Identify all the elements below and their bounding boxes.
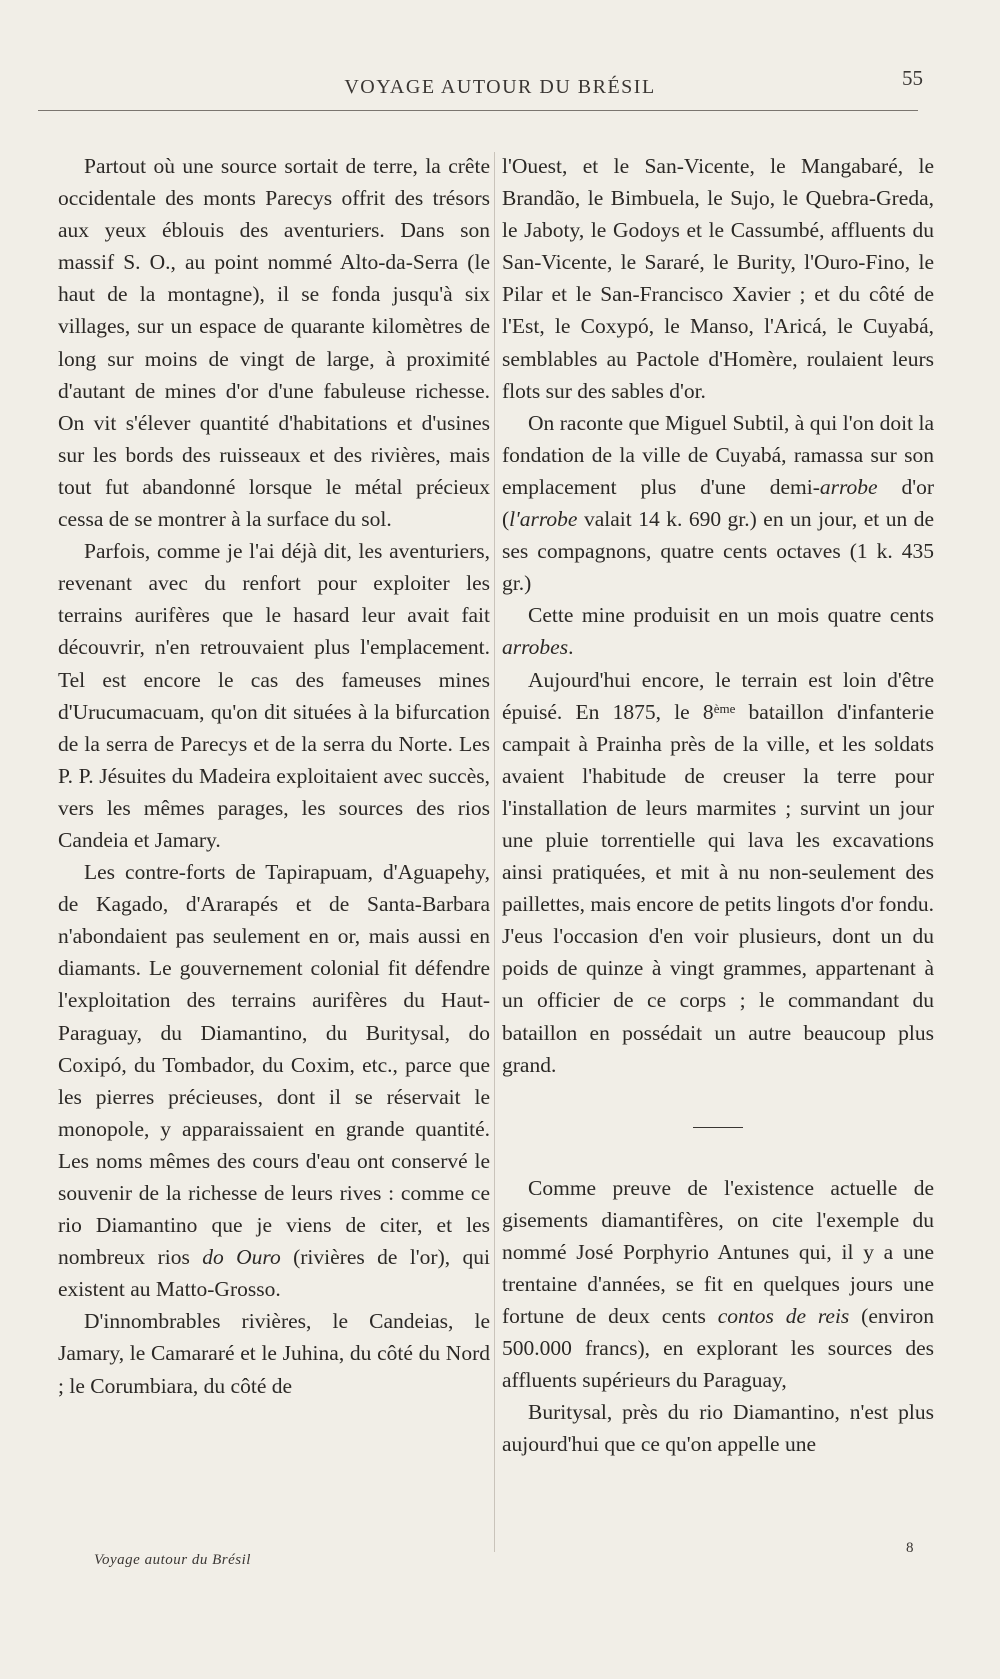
- italic-text: contos de reis: [717, 1304, 850, 1329]
- paragraph-text: valait 14 k. 690 gr.) en un jour, et un de ses compagnons, quatre cents octaves (1 k. 435 gr.): [502, 507, 934, 596]
- paragraph-text: d'or (: [502, 474, 934, 532]
- paragraph: [58, 535, 490, 856]
- header-rule: [38, 110, 918, 111]
- paragraph-text: Aujourd'hui encore, le terrain est loin d'être épuisé. En 1875, le 8: [502, 667, 934, 724]
- left-column: [58, 150, 490, 1402]
- page-number: 55: [902, 66, 923, 90]
- paragraph: [502, 1172, 934, 1397]
- superscript: ème: [713, 700, 736, 716]
- paragraph: [58, 856, 490, 1305]
- paragraph-text: bataillon d'infanterie campait à Prainha près de la ville, et les soldats avaient l'habitude de creuser la terre pour l'installation de leurs marmites ; survint un jour une pluie torrentielle qui lava les excavations ainsi pratiquées, et mit à nu non-seulement des paillettes, mais encore de petits lingots d'or fondu. J'eus l'occasion d'en voir plusieurs, dont un du poids de quinze à vingt grammes, appartenant à un officier de ce corps ; le commandant du bataillon en possédait un autre beaucoup plus grand.: [502, 699, 934, 1077]
- paragraph-text: Les contre-forts de Tapirapuam, d'Aguapehy, de Kagado, d'Ararapés et de Santa-Barbara n'abondaient pas seulement en or, mais aussi en diamants. Le gouvernement colonial fit défendre l'exploitation des terrains aurifères du Haut-Paraguay, du Diamantino, du Buritysal, do Coxipó, du Tombador, du Coxim, etc., parce que les pierres précieuses, dont il se réservait le monopole, y apparaissaient en grande quantité. Les noms mêmes des cours d'eau ont conservé le souvenir de la richesse de leurs rives : comme ce rio Diamantino que je viens de citer, et les nombreux rios: [58, 860, 490, 1270]
- paragraph-text: On raconte que Miguel Subtil, à qui l'on doit la fondation de la ville de Cuyabá, ramassa sur son emplacement plus d'une demi-: [502, 410, 934, 499]
- paragraph-text: (rivières de l'or), qui existent au Matto-Grosso.: [58, 1245, 490, 1302]
- section-separator: [693, 1127, 743, 1128]
- paragraph: l'Ouest, et le San-Vicente, le Mangabaré, le Brandão, le Bimbuela, le Sujo, le Quebra-Greda, le Jaboty, le Godoys et le Cassumbé, affluents du San-Vicente, le Sararé, le Burity, l'Ouro-Fino, le Pilar et le San-Francisco Xavier ; et du côté de l'Est, le Coxypó, le Manso, l'Aricá, le Cuyabá, semblables au Pactole d'Homère, roulaient leurs flots sur des sables d'or.: [502, 154, 934, 403]
- paragraph-text: Comme preuve de l'existence actuelle de gisements diamantifères, on cite l'exemple du nommé José Porphyrio Antunes qui, il y a une trentaine d'années, se fit en quelques jours une fortune de deux cents: [502, 1175, 934, 1329]
- paragraph: Partout où une source sortait de terre, la crête occidentale des monts Parecys offrit des trésors aux yeux éblouis des aventuriers. Dans son massif S. O., au point nommé Alto-da-Serra (le haut de la montagne), il se fonda jusqu'à six villages, sur un espace de quarante kilomètres de long sur moins de vingt de large, à proximité d'autant de mines d'or d'une fabuleuse richesse. On vit s'élever quantité d'habitations et d'usines sur les bords des ruisseaux et des rivières, mais tout fut abandonné lorsque le métal précieux cessa de se montrer à la surface du sol.: [58, 154, 490, 532]
- italic-text: arrobe: [819, 474, 878, 499]
- paragraph-text: (environ 500.000 francs), en explorant les sources des affluents supérieurs du Paraguay,: [502, 1304, 934, 1393]
- paragraph: D'innombrables rivières, le Candeias, le Jamary, le Camararé et le Juhina, du côté du Nord ; le Corumbiara, du côté de: [58, 1309, 490, 1398]
- column-divider: [494, 152, 495, 1552]
- italic-text: do Ouro: [202, 1245, 281, 1270]
- paragraph: [502, 407, 934, 600]
- paragraph-text: Cette mine produisit en un mois quatre cents: [528, 603, 934, 628]
- paragraph: [502, 599, 934, 663]
- italic-text: arrobes: [502, 635, 569, 660]
- paragraph: Buritysal, près du rio Diamantino, n'est plus aujourd'hui que ce qu'on appelle une: [502, 1400, 934, 1457]
- paragraph: [502, 664, 934, 1081]
- sheet-number: 8: [906, 1540, 914, 1556]
- signature-mark: Voyage autour du Brésil: [94, 1552, 251, 1568]
- italic-text: l'arrobe: [509, 507, 578, 532]
- paragraph-text: Parfois, comme je l'ai déjà dit, les aventuriers, revenant avec du renfort pour exploiter les terrains aurifères que le hasard leur avait fait découvrir, n'en retrouvaient plus l'emplacement. Tel est encore le cas des fameuses mines d'Urucumacuam, qu'on dit situées à la bifurcation de la serra de Parecys et de la serra du Norte. Les P. P. Jésuites du Madeira exploitaient avec succès, vers les mêmes parages, les sources des rios Candeia et Jamary.: [58, 539, 490, 852]
- paragraph-text: .: [568, 635, 574, 660]
- right-column: [502, 150, 934, 1461]
- running-title: VOYAGE AUTOUR DU BRÉSIL: [344, 76, 656, 98]
